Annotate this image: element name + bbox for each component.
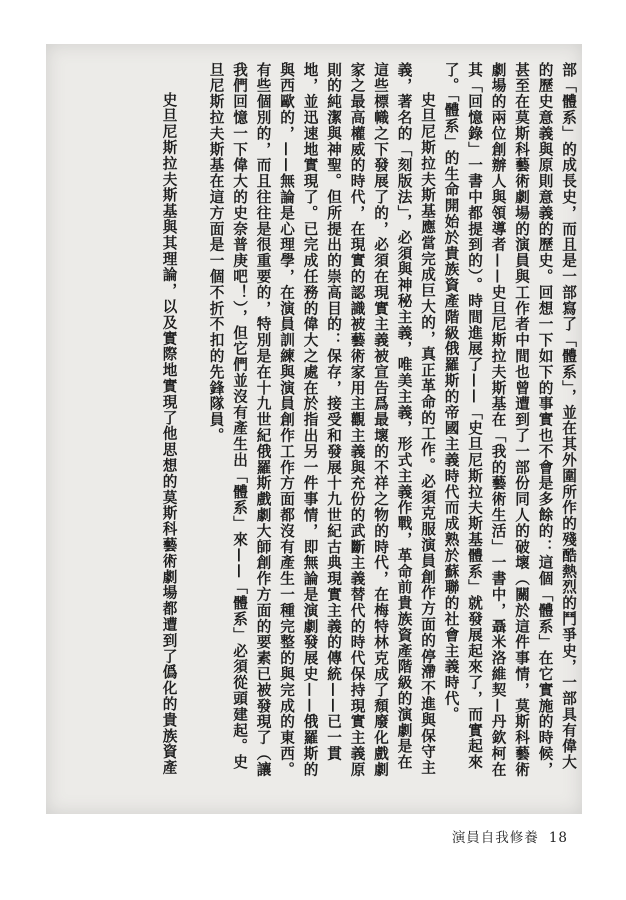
text-column-5: 其「回憶錄」一書中都提到的）。時間進展了——「史旦尼斯拉夫斯基體系」就發展起來了，而實起來 — [466, 62, 483, 771]
text-column-16: 旦尼斯拉夫斯基在這方面是一個不折不扣的先鋒隊員。 — [207, 62, 225, 444]
text-column-2: 的歷史意義與原則意義的歷史。回想一下如下的事實也不會是多餘的：這個「體系」在它實施的時候， — [536, 62, 554, 778]
text-column-1: 部「體系」的成長史，而且是一部寫了「體系」，並在其外圍所作的殘酷熱烈的鬥爭史，一部具有偉大 — [560, 62, 577, 771]
text-column-3: 甚至在莫斯科藝術劇場的演員與工作者中間也曾遭到了一部份同人的破壞（關於這件事情，莫斯科藝術 — [513, 62, 530, 778]
vertical-text-body — [80, 62, 580, 802]
text-column-12: 地，並迅速地實現了。已完成任務的偉大之處在於指出另一件事情，即無論是演劇發展史——俄羅斯的 — [301, 62, 319, 778]
page-number: 18 — [548, 830, 568, 846]
text-column-14: 有些個別的，而且往往是很重要的，特別是在十九世紀俄羅斯戲劇大師創作方面的要素已被發現了（讓 — [254, 62, 272, 778]
text-column-11: 則的純潔與神聖。但所提出的崇高目的：保存，接受和發展十九世紀古典現實主義的傳統——已一貫 — [325, 62, 342, 762]
text-column-10: 家之最高權威的時代，在現實的認識被藝術家用主觀主義與充份的武斷主義替代的時代保持現實主義原 — [348, 62, 366, 778]
text-column-9: 這些標幟之下發展了的，必須在現實主義被宣告爲最壞的不祥之物的時代，在梅特林克成了頹廢化戲劇 — [372, 62, 389, 778]
text-column-17: 史旦尼斯拉夫斯基與其理論，以及實際地實現了他思想的莫斯科藝術劇場都遭到了僞化的貴族資產 — [160, 92, 178, 776]
text-column-15: 我們回憶一下偉大的史奈普庚吧！），但它們並沒有產生出「體系」來——「體系」必須從頭建起。史 — [231, 62, 248, 771]
text-column-4: 劇場的兩位創辦人與領導者——史旦尼斯拉夫斯基在「我的藝術生活」一書中，聶米洛維契—丹欽柯在 — [489, 62, 507, 778]
book-title: 演員自我修養 — [451, 830, 539, 846]
text-column-8: 義，著名的「刻版法」，必須與神秘主義，唯美主義，形式主義作戰，革命前貴族資產階級的演劇是在 — [395, 62, 413, 771]
page-footer — [442, 826, 568, 846]
text-column-13: 與西歐的，——無論是心理學，在演員訓練與演員創作工作方面都沒有產生一種完整的與完成的東西。 — [278, 62, 295, 778]
text-column-6: 了。「體系」的生命開始於貴族資產階級俄羅斯的帝國主義時代而成熟於蘇聯的社會主義時代。 — [442, 62, 460, 723]
text-column-7: 史旦尼斯拉夫斯基應當完成巨大的，真正革命的工作。必須克服演員創作方面的停滯不進與保守主 — [419, 92, 436, 776]
